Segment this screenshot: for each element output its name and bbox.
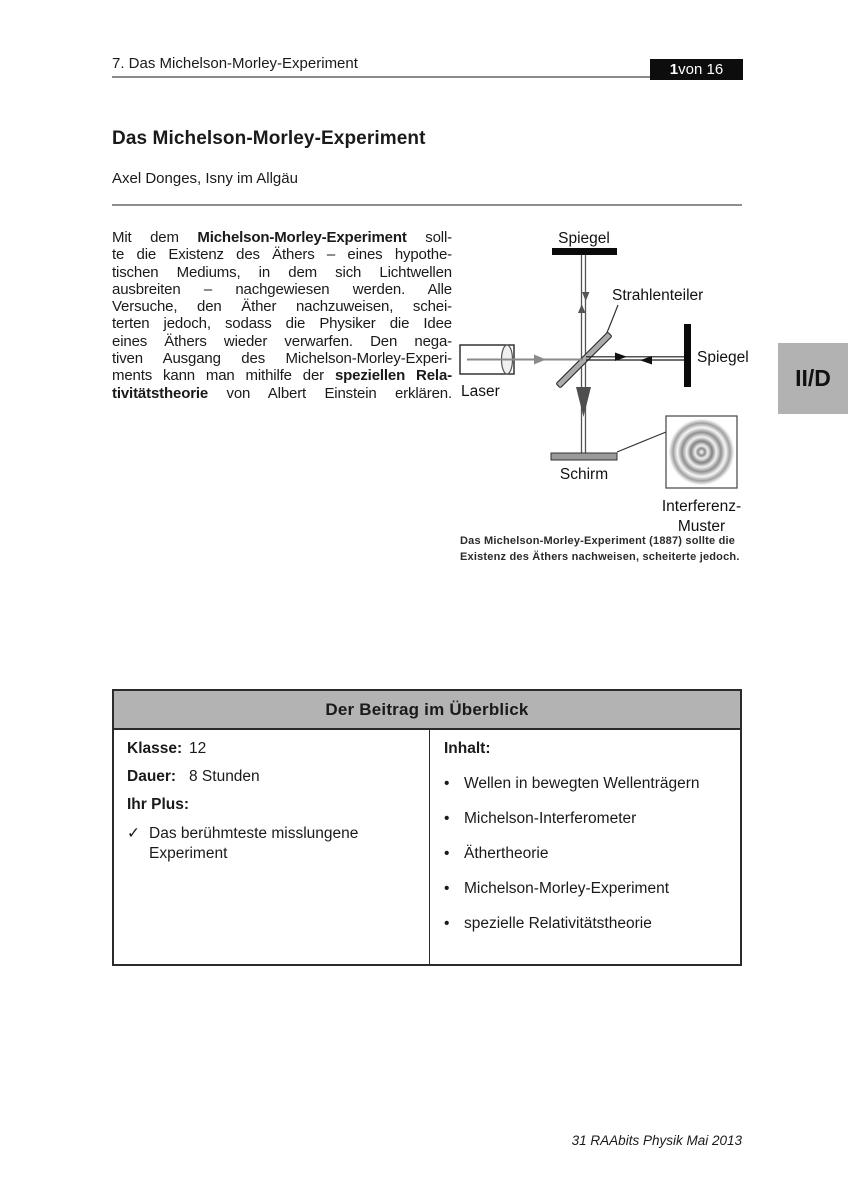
intro-paragraph <box>112 229 452 402</box>
section-tab-badge: II/D <box>778 343 848 414</box>
article-title: Das Michelson-Morley-Experiment <box>112 128 426 149</box>
intro-line: te die Existenz des Äthers – eines hypothe- <box>112 246 452 264</box>
list-item: • Wellen in bewegten Wellenträgern <box>444 775 700 792</box>
beam-down-arrowhead <box>582 292 590 301</box>
figure-caption-line1: Das Michelson-Morley-Experiment (1887) sollte die <box>460 535 736 547</box>
bullet-icon: • <box>444 810 450 827</box>
overview-left-cell <box>114 730 430 964</box>
intro-line: tischen Mediums, in dem sich Lichtwellen <box>112 263 452 281</box>
page-footer: 31 RAAbits Physik Mai 2013 <box>571 1133 742 1148</box>
list-item: • spezielle Relativitätstheorie <box>444 915 652 932</box>
intro-line: eines Äthers wieder verwarfen. Den nega- <box>112 332 452 350</box>
pattern-label-line1: Interferenz- <box>661 498 742 515</box>
page-count: von 16 <box>678 61 724 78</box>
mirror-top-bar <box>552 248 617 255</box>
bullet-icon: • <box>444 845 450 862</box>
intro-line: ments kann man mithilfe der speziellen Rela- <box>112 367 452 385</box>
mirror-top-label: Spiegel <box>558 230 610 247</box>
screen-beam-arrowhead <box>576 387 591 417</box>
interferometer-figure <box>455 225 755 537</box>
laser-label: Laser <box>461 383 500 400</box>
title-rule <box>112 204 742 206</box>
interferometer-diagram <box>455 225 755 537</box>
figure-caption <box>460 533 770 565</box>
table-row: Dauer: 8 Stunden <box>127 768 260 785</box>
page-number-badge <box>650 59 743 80</box>
list-item: • Michelson-Interferometer <box>444 810 637 827</box>
list-item: • Michelson-Morley-Experiment <box>444 880 670 897</box>
overview-table-title: Der Beitrag im Überblick <box>114 691 740 730</box>
screen-bar <box>551 453 617 460</box>
header-rule <box>112 76 742 78</box>
table-row: Klasse: 12 <box>127 740 207 757</box>
beam-up-arrowhead <box>578 304 586 313</box>
intro-line: ausbreiten – nachgewiesen werden. Alle <box>112 280 452 298</box>
beam-splitter-pointer-line <box>606 305 618 335</box>
overview-rows <box>127 740 417 814</box>
bullet-icon: • <box>444 880 450 897</box>
intro-line: Versuche, den Äther nachzuweisen, schei- <box>112 298 452 316</box>
mirror-right-bar <box>684 324 691 387</box>
mirror-right-label: Spiegel <box>697 349 749 366</box>
plus-item-text: Das berühmteste misslungene Experiment <box>149 825 359 862</box>
screen-label: Schirm <box>559 466 609 483</box>
plus-item <box>127 824 377 864</box>
article-author: Axel Donges, Isny im Allgäu <box>112 170 298 187</box>
bullet-icon: • <box>444 915 450 932</box>
intro-line: terten jedoch, sodass die Physiker die Idee <box>112 315 452 333</box>
figure-caption-line2: Existenz des Äthers nachweisen, scheiterte jedoch. <box>460 551 740 563</box>
interference-pattern-image <box>666 416 737 488</box>
intro-line: tiven Ausgang des Michelson-Morley-Experi- <box>112 350 452 368</box>
laser-beam-arrowhead <box>534 355 546 365</box>
content-bullet-list <box>444 775 728 933</box>
running-header-title: 7. Das Michelson-Morley-Experiment <box>112 55 358 72</box>
overview-table-body <box>114 730 740 964</box>
pattern-label-line2: Muster <box>677 518 726 535</box>
pattern-pointer-line <box>617 432 666 452</box>
table-row: Ihr Plus: <box>127 796 190 813</box>
list-item: • Äthertheorie <box>444 845 549 862</box>
checkmark-icon: ✓ <box>127 825 140 842</box>
intro-line: tivitätstheorie von Albert Einstein erklären. <box>112 384 452 402</box>
page-number: 1 <box>669 61 679 78</box>
overview-right-cell <box>430 730 740 964</box>
overview-table <box>112 689 742 966</box>
beam-splitter-label: Strahlenteiler <box>612 287 704 304</box>
content-heading: Inhalt: <box>444 740 491 757</box>
intro-line: Mit dem Michelson-Morley-Experiment soll- <box>112 229 452 246</box>
bullet-icon: • <box>444 775 450 792</box>
